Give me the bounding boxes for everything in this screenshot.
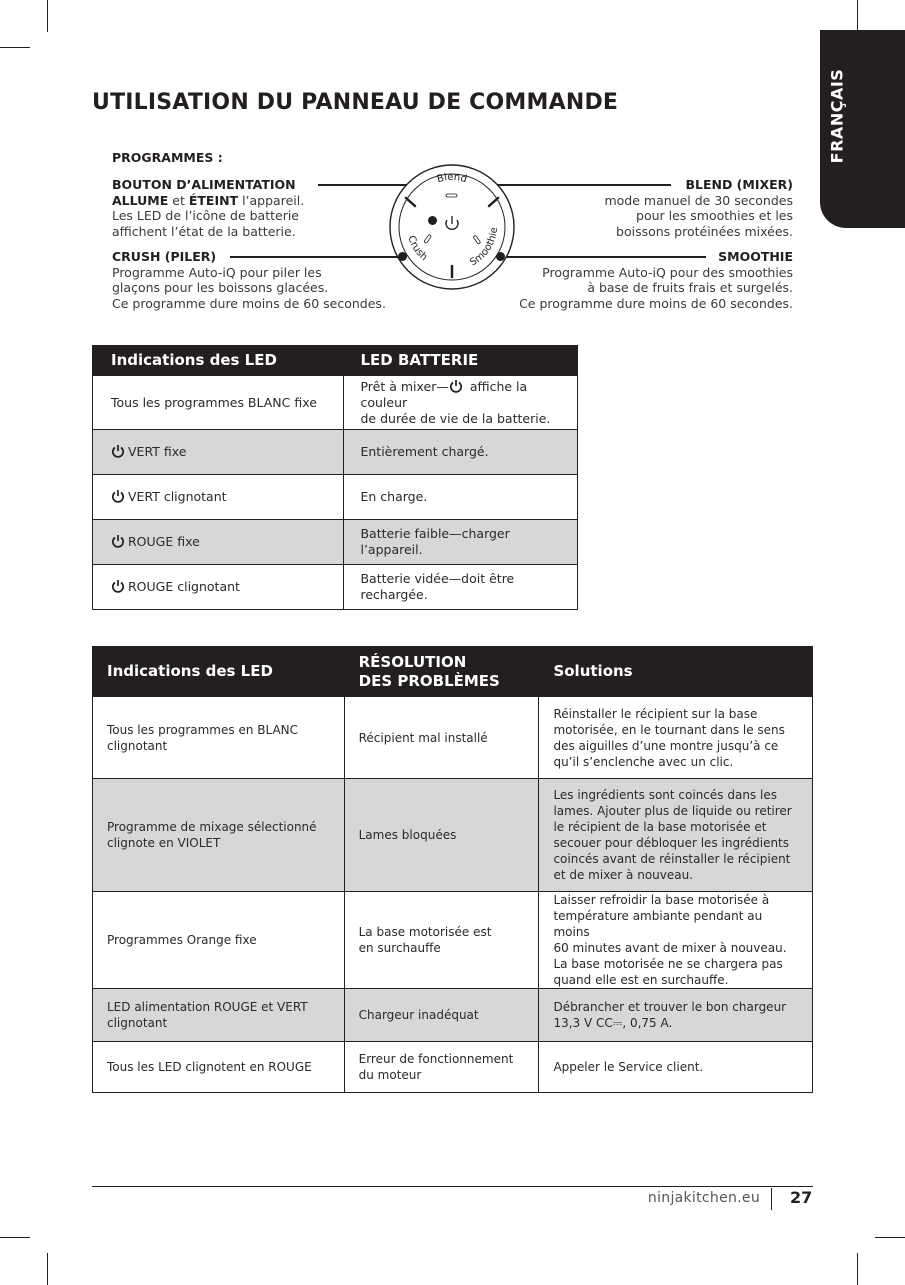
footer-url: ninjakitchen.eu — [647, 1190, 760, 1206]
battery-col-header: LED BATTERIE — [344, 346, 578, 376]
table-row: ROUGE clignotant Batterie vidée—doit être rechargée. — [93, 565, 578, 610]
power-icon — [111, 489, 125, 503]
crush-leader-dot — [398, 252, 407, 261]
table-row: Tous les LED clignotent en ROUGE Erreur de fonctionnement du moteur Appeler le Service client. — [93, 1042, 813, 1093]
crop-mark — [857, 0, 858, 32]
programs-heading: PROGRAMMES : — [112, 150, 223, 165]
table-row: Programmes Orange fixe La base motorisée est en surchauffe Laisser refroidir la base motorisée à température ambiante pendant au moins 60 minutes avant de mixer à nouveau. La base motorisée ne se chargera pas quand elle est en surchauffe. — [93, 892, 813, 989]
crop-mark — [0, 1237, 30, 1238]
crush-title: CRUSH (PILER) — [112, 249, 217, 264]
crop-mark — [0, 47, 30, 48]
table-row: LED alimentation ROUGE et VERT clignotant Chargeur inadéquat Débrancher et trouver le bon chargeur 13,3 V CC⎓, 0,75 A. — [93, 989, 813, 1042]
blend-description: BLEND (MIXER) mode manuel de 30 secondes pour les smoothies et les boissons protéinées mixées. — [520, 177, 793, 239]
resolution-col-header: RÉSOLUTION DES PROBLÈMES — [344, 647, 539, 697]
troubleshooting-table — [92, 646, 813, 1093]
dial-smoothie-label: Smoothie — [468, 226, 501, 269]
solutions-col-header: Solutions — [539, 647, 813, 697]
table-row: VERT fixe Entièrement chargé. — [93, 430, 578, 475]
crop-mark — [47, 1253, 48, 1285]
led-col-header: Indications des LED — [93, 346, 344, 376]
dial-crush-label: Crush — [405, 234, 430, 264]
table-row: ROUGE fixe Batterie faible—charger l’appareil. — [93, 520, 578, 565]
footer-separator — [771, 1188, 772, 1210]
blend-title: BLEND (MIXER) — [685, 177, 793, 192]
power-leader-dot — [428, 216, 437, 225]
control-dial — [385, 160, 519, 294]
table-row: VERT clignotant En charge. — [93, 475, 578, 520]
smoothie-leader-line — [500, 256, 706, 258]
power-icon — [111, 534, 125, 548]
crop-mark — [875, 1237, 905, 1238]
power-icon — [111, 444, 125, 458]
crop-mark — [47, 0, 48, 32]
power-title: BOUTON D’ALIMENTATION — [112, 177, 296, 192]
crop-mark — [857, 1253, 858, 1285]
page-title: UTILISATION DU PANNEAU DE COMMANDE — [92, 90, 619, 115]
crush-leader-line — [230, 256, 402, 258]
power-icon — [111, 579, 125, 593]
power-button-description: BOUTON D’ALIMENTATION ALLUME et ÉTEINT l’appareil. Les LED de l’icône de batterie affichent l’état de la batterie. — [112, 177, 305, 239]
led-col-header: Indications des LED — [93, 647, 345, 697]
table-row: Programme de mixage sélectionné clignote en VIOLET Lames bloquées Les ingrédients sont coincés dans les lames. Ajouter plus de liquide ou retirer le récipient de la base motorisée et secouer pour débloquer les ingrédients coincés avant de réinstaller le récipient et de mixer à nouveau. — [93, 779, 813, 892]
smoothie-title: SMOOTHIE — [718, 249, 793, 264]
table-row: Tous les programmes en BLANC clignotant Récipient mal installé Réinstaller le récipient sur la base motorisée, en le tournant dans le sens des aiguilles d’une montre jusqu’à ce qu’il s’enclenche avec un clic. — [93, 697, 813, 779]
page-number: 27 — [790, 1188, 813, 1207]
smoothie-description: SMOOTHIE Programme Auto-iQ pour des smoothies à base de fruits frais et surgelés. Ce programme dure moins de 60 secondes. — [500, 249, 793, 311]
table-row: Tous les programmes BLANC fixe Prêt à mixer— affiche la couleur de durée de vie de la batterie. — [93, 376, 578, 430]
power-icon — [449, 379, 463, 393]
led-battery-table — [92, 345, 578, 610]
crush-description: CRUSH (PILER) Programme Auto-iQ pour piler les glaçons pour les boissons glacées. Ce programme dure moins de 60 secondes. — [112, 249, 386, 311]
smoothie-leader-dot — [496, 252, 505, 261]
footer-rule — [92, 1186, 813, 1187]
dial-blend-label: Blend — [435, 171, 469, 186]
